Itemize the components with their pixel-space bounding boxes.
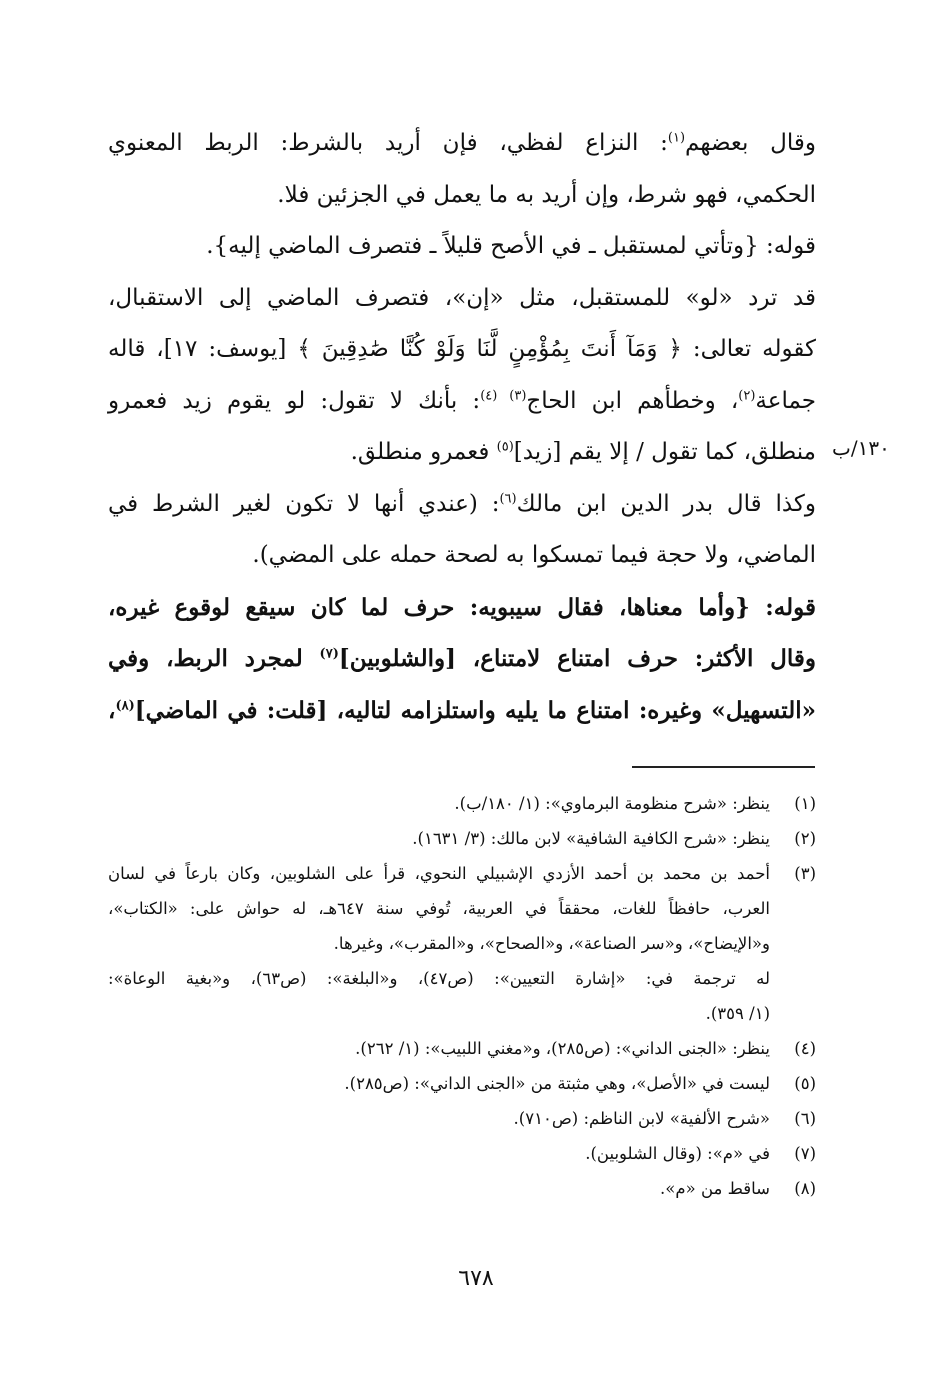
footnote-line: ينظر: «شرح منظومة البرماوي»: (١/ ١٨٠/ب). — [454, 794, 770, 813]
text-line-8: وكذا قال بدر الدين ابن مالك$^{(٦)}$: (عندي أنها لا تكون لغير الشرط في — [108, 490, 816, 517]
footnote-7 — [108, 1136, 816, 1171]
footnote-line: (١/ ٣٥٩). — [705, 1004, 770, 1023]
footnote-4 — [108, 1031, 816, 1066]
footnote-number: (٥) — [794, 1074, 816, 1093]
footnote-number: (٣) — [794, 864, 816, 883]
footnote-5 — [108, 1066, 816, 1101]
footnote-number: (٦) — [794, 1109, 816, 1128]
footnote-3 — [108, 856, 816, 1031]
footnote-line: ينظر: «الجنى الداني»: (ص٢٨٥)، و«مغني اللبيب»: (١/ ٢٦٢). — [355, 1039, 770, 1058]
footnote-line: أحمد بن محمد بن أحمد الأزدي الإشبيلي النحوي، قرأ على الشلوبين، وكان بارعاً في لسان — [108, 864, 770, 883]
footnote-number: (١) — [794, 794, 816, 813]
footnote-line: «شرح الألفية» لابن الناظم: (ص٧١٠). — [513, 1109, 770, 1128]
text-line-2: الحكمي، فهو شرط، وإن أريد به ما يعمل في الجزئين فلا. — [277, 181, 816, 208]
footnote-line: ينظر: «شرح الكافية الشافية» لابن مالك: (٣/ ١٦٣١). — [412, 829, 770, 848]
text-line-7: منطلق، كما تقول / إلا يقم [زيد]$^{(٥)}$ فعمرو منطلق. — [350, 439, 816, 465]
footnote-1 — [108, 786, 816, 821]
footnote-number: (٤) — [794, 1039, 816, 1058]
text-line-4: قد ترد «لو» للمستقبل، مثل «إن»، فتصرف الماضي إلى الاستقبال، — [108, 284, 816, 311]
text-line-11: وقال الأكثر: حرف امتناع لامتناع، [والشلوبين]$^{(٧)}$ لمجرد الربط، وفي — [108, 645, 816, 672]
footnote-line: و«الإيضاح»، و«سر الصناعة»، و«الصحاح»، و«المقرب»، وغيرها. — [333, 934, 770, 953]
footnote-8 — [108, 1171, 816, 1206]
footnote-2 — [108, 821, 816, 856]
footnote-number: (٨) — [794, 1179, 816, 1198]
text-line-1: وقال بعضهم$^{(١)}$: النزاع لفظي، فإن أريد بالشرط: الربط المعنوي — [108, 130, 816, 156]
main-text — [108, 118, 816, 736]
footnote-number: (٧) — [794, 1144, 816, 1163]
footnote-6 — [108, 1101, 816, 1136]
footnote-separator — [632, 766, 815, 768]
text-line-9: الماضي، ولا حجة فيما تمسكوا به لصحة حمله على المضي). — [252, 542, 816, 568]
text-line-6: جماعة$^{(٢)}$، وخطأهم ابن الحاج$^{(٣) (٤)}$: بأنك لا تقول: لو يقوم زيد فعمرو — [108, 387, 816, 414]
footnote-line: ساقط من «م». — [660, 1179, 770, 1198]
footnote-line: العرب، حافظاً للغات، محققاً في العربية، تُوفي سنة ٦٤٧هـ، له حواش على: «الكتاب»، — [108, 899, 771, 918]
footnote-number: (٢) — [794, 829, 816, 848]
text-line-5: كقوله تعالى: ﴿ وَمَآ أَنتَ بِمُؤْمِنٍ لَّنَا وَلَوْ كُنَّا صَٰدِقِينَ ﴾ [يوسف: ١٧]، قاله — [108, 336, 816, 362]
page-number: ٦٧٨ — [458, 1266, 494, 1291]
text-line-12: «التسهيل» وغيره: امتناع ما يليه واستلزامه لتاليه، [قلت: في الماضي]$^{(٨)}$، — [108, 696, 816, 724]
footnote-line: ليست في «الأصل»، وهي مثبتة من «الجنى الداني»: (ص٢٨٥). — [344, 1074, 770, 1093]
text-line-10: قوله: {وأما معناها، فقال سيبويه: حرف لما كان سيقع لوقوع غيره، — [108, 593, 816, 621]
manuscript-folio-note: ١٣٠/ب — [832, 436, 890, 460]
footnote-line: في «م»: (وقال الشلوبين). — [585, 1144, 770, 1163]
text-line-3: قوله: {وتأتي لمستقبل ـ في الأصح قليلاً ـ فتصرف الماضي إليه}. — [206, 233, 816, 259]
footnote-line: له ترجمة في: «إشارة التعيين»: (ص٤٧)، و«البلغة»: (ص٦٣)، و«بغية الوعاة»: — [108, 969, 770, 988]
footnotes — [108, 786, 816, 1206]
